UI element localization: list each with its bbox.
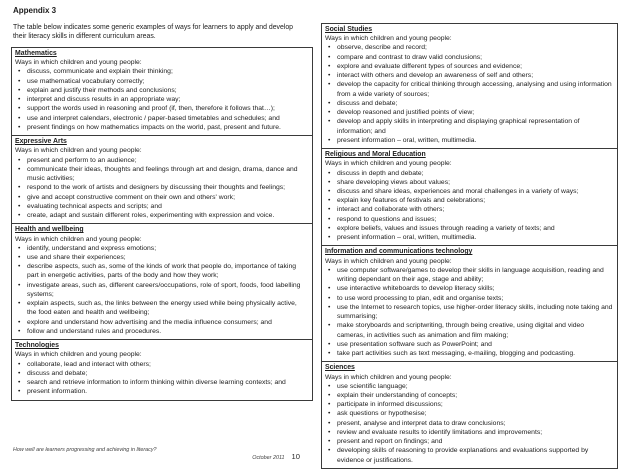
bullet-item: • use and interpret calendars, electronic / paper-based timetables and schedules; and bbox=[15, 114, 308, 123]
bullet-item: • identify, understand and express emotions; bbox=[15, 244, 308, 253]
bullet-item: • evaluating technical aspects and scripts; and bbox=[15, 202, 308, 211]
section-information-and-communications-technology bbox=[322, 245, 617, 361]
bullet-item: • present information – oral, written, multimedia. bbox=[325, 233, 613, 242]
bullet-item: • interact with others and develop an awareness of self and others; bbox=[325, 71, 613, 80]
section-title: Sciences bbox=[325, 364, 355, 372]
bullet-list bbox=[15, 360, 308, 397]
bullet-item: • review and evaluate results to identify limitations and improvements; bbox=[325, 428, 613, 437]
bullet-item: • use and share their experiences; bbox=[15, 253, 308, 262]
bullet-item: • develop the capacity for critical thinking through accessing, analysing and using information from a wide variety of sources; bbox=[325, 80, 613, 98]
bullet-item: • explore beliefs, values and issues through reading a variety of texts; and bbox=[325, 224, 613, 233]
bullet-item: • use scientific language; bbox=[325, 382, 613, 391]
bullet-item: • explore and evaluate different types of sources and evidence; bbox=[325, 62, 613, 71]
bullet-item: • support the words used in reasoning and proof (if, then, therefore it follows that…); bbox=[15, 104, 308, 113]
bullet-item: • discuss, communicate and explain their thinking; bbox=[15, 67, 308, 76]
bullet-item: • explain aspects, such as, the links between the energy used while being physically active, the food eaten and health and wellbeing; bbox=[15, 299, 308, 317]
bullet-item: • use presentation software such as PowerPoint; and bbox=[325, 340, 613, 349]
bullet-item: • describe aspects, such as, some of the kinds of work that people do, importance of taking part in energetic activities, parts of the body and how they work; bbox=[15, 262, 308, 280]
footer-date: October 2011 bbox=[252, 455, 285, 461]
bullet-item: • make storyboards and scriptwriting, through being creative, using digital and video cameras, in activities such as animation and film making; bbox=[325, 321, 613, 339]
bullet-item: • develop and apply skills in interpreting and displaying graphical representation of information; and bbox=[325, 117, 613, 135]
bullet-item: • follow and understand rules and procedures. bbox=[15, 327, 308, 336]
bullet-item: • explain their understanding of concepts; bbox=[325, 391, 613, 400]
section-sciences bbox=[322, 361, 617, 468]
footer-right-group bbox=[0, 446, 300, 464]
bullet-item: • investigate areas, such as, different careers/occupations, role of sport, foods, food labelling systems; bbox=[15, 281, 308, 299]
bullet-item: • interact and collaborate with others; bbox=[325, 205, 613, 214]
bullet-item: • develop reasoned and justified points of view; bbox=[325, 108, 613, 117]
bullet-item: • explore and understand how advertising and the media influence consumers; and bbox=[15, 318, 308, 327]
bullet-item: • give and accept constructive comment on their own and others' work; bbox=[15, 193, 308, 202]
bullet-item: • present information. bbox=[15, 387, 308, 396]
intro-text: The table below indicates some generic examples of ways for learners to apply and develop their literacy skills in different curriculum areas. bbox=[13, 24, 293, 41]
section-technologies bbox=[12, 339, 312, 399]
bullet-item: • ask questions or hypothesise; bbox=[325, 409, 613, 418]
bullet-item: • respond to the work of artists and designers by discussing their thoughts and feelings; bbox=[15, 183, 308, 192]
footer-page-number: 10 bbox=[291, 452, 300, 461]
section-title: Expressive Arts bbox=[15, 138, 67, 146]
section-title: Technologies bbox=[15, 342, 59, 350]
section-lead: Ways in which children and young people: bbox=[15, 147, 142, 155]
bullet-item: • developing skills of reasoning to provide explanations and evaluations supported by evidence or justifications. bbox=[325, 446, 613, 464]
bullet-item: • participate in informed discussions; bbox=[325, 400, 613, 409]
section-title: Social Studies bbox=[325, 26, 373, 33]
bullet-item: • present and perform to an audience; bbox=[15, 156, 308, 165]
bullet-item: • use the Internet to research topics, use higher-order literacy skills, including note taking and summarising; bbox=[325, 303, 613, 321]
bullet-item: • take part activities such as text messaging, e-mailing, blogging and podcasting. bbox=[325, 349, 613, 358]
section-social-studies bbox=[322, 24, 617, 148]
section-health-and-wellbeing bbox=[12, 223, 312, 339]
section-title: Information and communications technology bbox=[325, 248, 473, 256]
section-lead: Ways in which children and young people: bbox=[325, 257, 452, 265]
bullet-item: • explain key features of festivals and celebrations; bbox=[325, 196, 613, 205]
bullet-list bbox=[15, 67, 308, 132]
bullet-item: • present and report on findings; and bbox=[325, 437, 613, 446]
section-lead: Ways in which children and young people: bbox=[325, 373, 452, 381]
footer-document-name: How well are learners progressing and achieving in literacy? bbox=[13, 447, 157, 453]
bullet-item: • present, analyse and interpret data to draw conclusions; bbox=[325, 419, 613, 428]
section-expressive-arts bbox=[12, 135, 312, 223]
left-column-table bbox=[11, 47, 313, 401]
bullet-list bbox=[15, 244, 308, 336]
section-title: Mathematics bbox=[15, 50, 57, 57]
section-lead: Ways in which children and young people: bbox=[325, 160, 452, 168]
bullet-item: • interpret and discuss results in an appropriate way; bbox=[15, 95, 308, 104]
section-mathematics bbox=[12, 48, 312, 135]
bullet-item: • create, adapt and sustain different roles, experimenting with expression and voice. bbox=[15, 211, 308, 220]
bullet-item: • observe, describe and record; bbox=[325, 43, 613, 52]
bullet-item: • discuss and share ideas, experiences and moral challenges in a variety of ways; bbox=[325, 187, 613, 196]
section-lead: Ways in which children and young people: bbox=[15, 59, 142, 67]
bullet-item: • explain and justify their methods and conclusions; bbox=[15, 86, 308, 95]
bullet-item: • present findings on how mathematics impacts on the world, past, present and future. bbox=[15, 123, 308, 132]
bullet-item: • discuss in depth and debate; bbox=[325, 169, 613, 178]
bullet-item: • compare and contrast to draw valid conclusions; bbox=[325, 53, 613, 62]
page-title: Appendix 3 bbox=[13, 6, 57, 15]
section-lead: Ways in which children and young people: bbox=[325, 35, 452, 43]
bullet-item: • collaborate, lead and interact with others; bbox=[15, 360, 308, 369]
section-religious-and-moral-education bbox=[322, 148, 617, 245]
bullet-list bbox=[325, 382, 613, 465]
bullet-list bbox=[325, 266, 613, 358]
bullet-item: • present information – oral, written, multimedia. bbox=[325, 136, 613, 145]
section-lead: Ways in which children and young people: bbox=[15, 351, 142, 359]
bullet-item: • use interactive whiteboards to develop literacy skills; bbox=[325, 284, 613, 293]
bullet-list bbox=[325, 43, 613, 145]
bullet-item: • use computer software/games to develop their skills in language acquisition, reading and writing dependant on their age, stage and ability; bbox=[325, 266, 613, 284]
bullet-item: • use mathematical vocabulary correctly; bbox=[15, 77, 308, 86]
bullet-item: • to use word processing to plan, edit and organise texts; bbox=[325, 294, 613, 303]
bullet-item: • share developing views about values; bbox=[325, 178, 613, 187]
bullet-item: • respond to questions and issues; bbox=[325, 215, 613, 224]
bullet-item: • communicate their ideas, thoughts and feelings through art and design, drama, dance and music activities; bbox=[15, 165, 308, 183]
bullet-list bbox=[15, 156, 308, 221]
bullet-item: • search and retrieve information to inform thinking within diverse learning contexts; and bbox=[15, 378, 308, 387]
section-lead: Ways in which children and young people: bbox=[15, 235, 142, 243]
section-title: Religious and Moral Education bbox=[325, 151, 426, 159]
right-column-table bbox=[321, 23, 618, 469]
bullet-list bbox=[325, 169, 613, 243]
bullet-item: • discuss and debate; bbox=[15, 369, 308, 378]
bullet-item: • discuss and debate; bbox=[325, 99, 613, 108]
section-title: Health and wellbeing bbox=[15, 226, 84, 234]
